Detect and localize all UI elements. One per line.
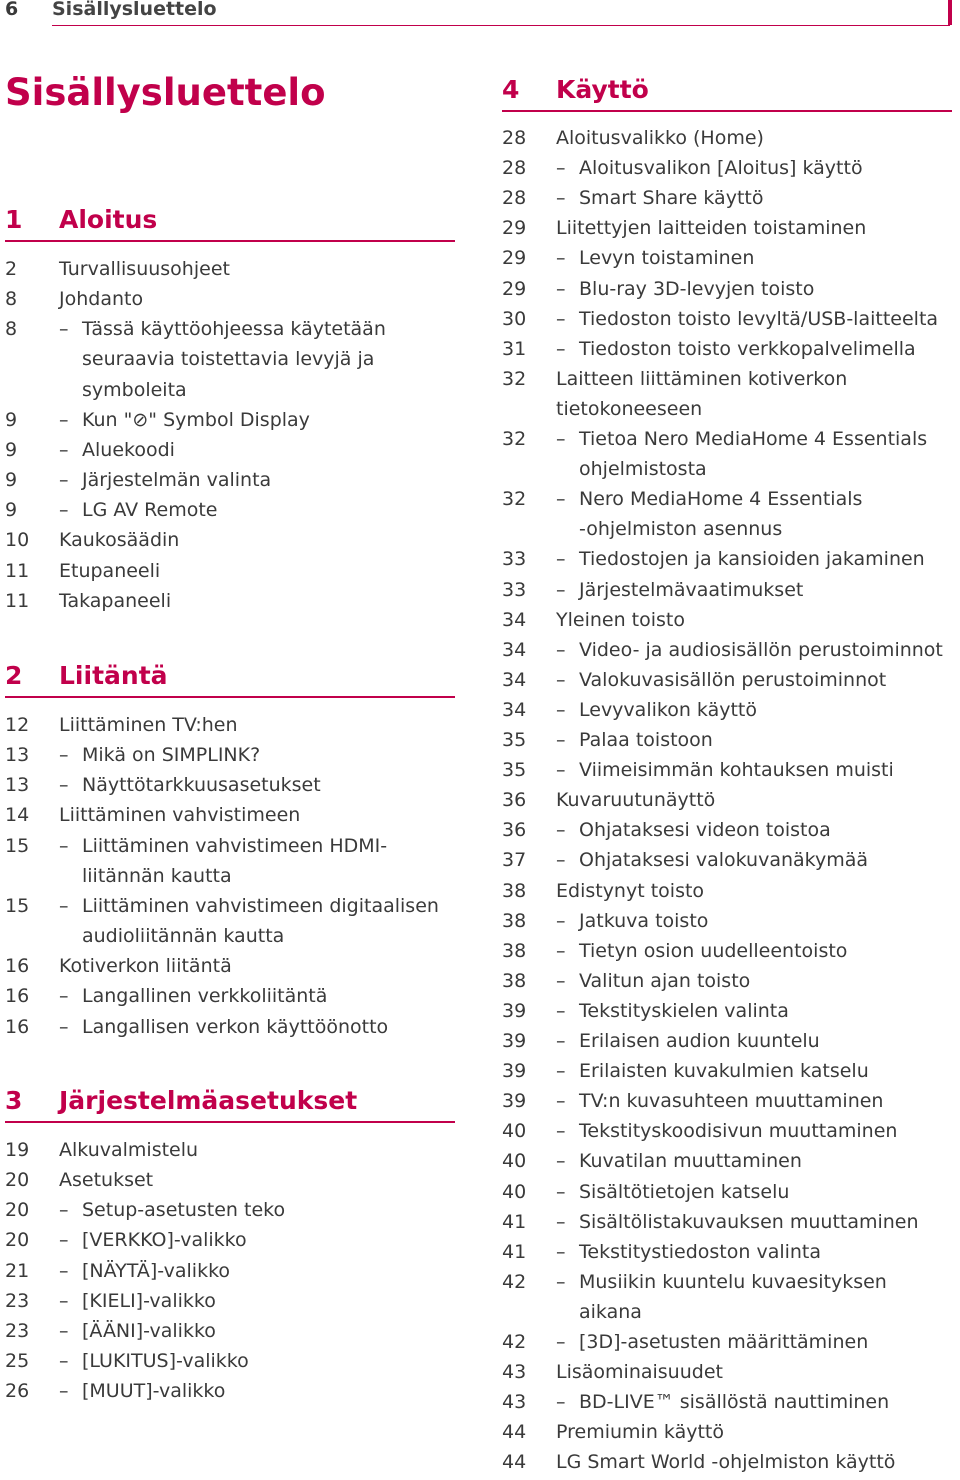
toc-entry	[502, 1177, 952, 1207]
toc-dash: –	[556, 1240, 566, 1263]
toc-page-number: 42	[502, 1270, 527, 1293]
toc-page-number: 29	[502, 247, 527, 270]
toc-entry-continuation	[5, 921, 455, 951]
toc-entry-text: Kun "⊘" Symbol Display	[82, 408, 310, 431]
header-page-number: 6	[5, 0, 19, 20]
toc-entry	[5, 740, 455, 770]
toc-page-number: 31	[502, 337, 527, 360]
toc-page-number: 13	[5, 774, 30, 797]
toc-entry-text: Tekstityskoodisivun muuttaminen	[579, 1120, 898, 1143]
toc-page-number: 36	[502, 789, 527, 812]
toc-dash: –	[59, 469, 69, 492]
toc-entry-text: seuraavia toistettavia levyjä ja	[82, 348, 375, 371]
toc-entry-text: Sisältötietojen katselu	[579, 1180, 790, 1203]
toc-entry	[502, 845, 952, 875]
toc-page-number: 20	[5, 1169, 30, 1192]
toc-page-number: 16	[5, 985, 30, 1008]
toc-page-number: 26	[5, 1380, 30, 1403]
toc-entry	[502, 213, 952, 243]
section-number: 2	[5, 661, 23, 690]
toc-left-column	[5, 0, 455, 1480]
toc-entry-continuation	[5, 344, 455, 374]
toc-entry-text: Turvallisuusohjeet	[59, 258, 230, 280]
toc-entry-text: Alkuvalmistelu	[59, 1139, 199, 1161]
toc-page-number: 34	[502, 638, 527, 661]
toc-entry-text: Asetukset	[59, 1169, 154, 1192]
toc-entry-text: LG AV Remote	[82, 499, 218, 522]
toc-entry-continuation	[502, 514, 952, 544]
toc-entry	[502, 274, 952, 304]
toc-entry-text: Palaa toistoon	[579, 729, 713, 751]
toc-entry-text: TV:n kuvasuhteen muuttaminen	[579, 1090, 884, 1113]
toc-entry	[502, 304, 952, 334]
toc-dash: –	[59, 744, 69, 767]
toc-page-number: 2	[5, 258, 18, 280]
toc-page-number: 21	[5, 1259, 30, 1282]
toc-entry	[5, 525, 455, 555]
toc-dash: –	[556, 1270, 566, 1293]
page-title: Sisällysluettelo	[5, 71, 326, 114]
toc-page-number: 34	[502, 668, 527, 691]
toc-entry-text: Lisäominaisuudet	[556, 1361, 723, 1384]
toc-entry-text: Musiikin kuuntelu kuvaesityksen	[579, 1270, 887, 1293]
toc-dash: –	[556, 638, 566, 661]
toc-entry-text: [LUKITUS]-valikko	[82, 1350, 249, 1373]
toc-entry	[502, 605, 952, 635]
toc-entry	[502, 1447, 952, 1477]
toc-page-number: 32	[502, 488, 527, 511]
toc-page-number: 16	[5, 1015, 30, 1038]
section-number: 1	[5, 205, 23, 234]
toc-entry	[5, 1165, 455, 1195]
toc-entry-text: Sisältölistakuvauksen muuttaminen	[579, 1210, 919, 1233]
toc-dash: –	[556, 488, 566, 511]
toc-page-number: 42	[502, 1331, 527, 1353]
toc-dash: –	[59, 1380, 69, 1403]
toc-entry	[5, 1316, 455, 1346]
toc-page-number: 9	[5, 469, 18, 492]
toc-entry-text: Tietoa Nero MediaHome 4 Essentials	[579, 428, 928, 450]
toc-entry-text: Aloitusvalikon [Aloitus] käyttö	[579, 157, 863, 180]
toc-page-number: 8	[5, 288, 18, 311]
toc-dash: –	[59, 1015, 69, 1038]
toc-entry	[5, 405, 455, 435]
toc-dash: –	[556, 849, 566, 872]
toc-dash: –	[556, 909, 566, 932]
toc-entry	[502, 1207, 952, 1237]
toc-dash: –	[556, 187, 566, 210]
toc-page-number: 34	[502, 698, 527, 721]
toc-page-number: 32	[502, 367, 527, 390]
toc-entry	[5, 1195, 455, 1225]
toc-page-number: 11	[5, 589, 30, 612]
toc-entry	[502, 1387, 952, 1417]
section-title: Käyttö	[556, 75, 649, 104]
toc-entry-text: audioliitännän kautta	[82, 925, 285, 948]
toc-dash: –	[556, 1150, 566, 1173]
toc-entry-text: Edistynyt toisto	[556, 879, 705, 902]
toc-entry-text: BD-LIVE™ sisällöstä nauttiminen	[579, 1391, 890, 1414]
toc-dash: –	[556, 759, 566, 782]
toc-entry	[502, 815, 952, 845]
toc-entry-text: Ohjataksesi valokuvanäkymää	[579, 849, 869, 872]
toc-entry	[5, 1286, 455, 1316]
toc-dash: –	[556, 157, 566, 180]
toc-entry-text: Valokuvasisällön perustoiminnot	[579, 668, 887, 691]
toc-dash: –	[59, 408, 69, 431]
toc-page-number: 40	[502, 1180, 527, 1203]
toc-entry	[502, 1056, 952, 1086]
toc-entry	[502, 695, 952, 725]
header-title: Sisällysluettelo	[52, 0, 217, 20]
toc-dash: –	[556, 578, 566, 601]
toc-entry-text: Yleinen toisto	[556, 608, 685, 631]
toc-page-number: 44	[502, 1421, 527, 1444]
toc-entry	[5, 1346, 455, 1376]
toc-entry-text: symboleita	[82, 378, 187, 401]
toc-entry-text: Tiedostojen ja kansioiden jakaminen	[579, 548, 925, 571]
toc-entry	[502, 1237, 952, 1267]
toc-page-number: 34	[502, 608, 527, 631]
toc-entry-text: Laitteen liittäminen kotiverkon	[556, 367, 848, 390]
toc-entry	[502, 785, 952, 815]
toc-dash: –	[556, 819, 566, 842]
toc-page-number: 10	[5, 529, 30, 552]
toc-dash: –	[556, 969, 566, 992]
toc-page-number: 16	[5, 955, 30, 978]
toc-dash: –	[556, 939, 566, 962]
toc-page-number: 37	[502, 849, 527, 872]
toc-dash: –	[59, 1289, 69, 1312]
toc-entry	[502, 334, 952, 364]
toc-entry-text: liitännän kautta	[82, 864, 232, 887]
toc-dash: –	[556, 548, 566, 571]
toc-entry-continuation	[502, 394, 952, 424]
toc-entry-text: Levyn toistaminen	[579, 247, 755, 270]
toc-entry-text: Jatkuva toisto	[579, 909, 709, 932]
toc-dash: –	[59, 1259, 69, 1282]
toc-page-number: 12	[5, 714, 30, 736]
toc-page-number: 39	[502, 1090, 527, 1113]
toc-entry	[502, 243, 952, 273]
toc-entry	[5, 891, 455, 921]
toc-right-column	[502, 0, 952, 1480]
toc-page-number: 15	[5, 894, 30, 917]
toc-page-number: 40	[502, 1120, 527, 1143]
toc-page-number: 30	[502, 307, 527, 330]
toc-entry-text: Kotiverkon liitäntä	[59, 955, 232, 978]
toc-entry-continuation	[502, 454, 952, 484]
toc-entry-text: Blu-ray 3D-levyjen toisto	[579, 277, 815, 300]
toc-entry	[5, 1256, 455, 1286]
toc-dash: –	[556, 428, 566, 450]
toc-entry-text: [NÄYTÄ]-valikko	[82, 1259, 231, 1282]
toc-dash: –	[556, 668, 566, 691]
toc-page-number: 32	[502, 428, 527, 450]
toc-entry	[5, 981, 455, 1011]
toc-entry-continuation	[5, 375, 455, 405]
toc-dash: –	[59, 499, 69, 522]
toc-entry-text: Setup-asetusten teko	[82, 1199, 286, 1222]
toc-entry	[5, 1135, 455, 1165]
toc-entry-text: Video- ja audiosisällön perustoiminnot	[579, 638, 943, 661]
toc-entry	[5, 314, 455, 344]
toc-dash: –	[59, 1319, 69, 1342]
toc-page-number: 41	[502, 1240, 527, 1263]
toc-entry	[5, 951, 455, 981]
toc-entry-text: [KIELI]-valikko	[82, 1289, 216, 1312]
toc-page-number: 38	[502, 939, 527, 962]
toc-entry-text: Valitun ajan toisto	[579, 969, 751, 992]
section-heading	[5, 200, 455, 242]
toc-entry-text: Järjestelmävaatimukset	[579, 578, 804, 601]
toc-page-number: 9	[5, 438, 18, 461]
toc-page-number: 28	[502, 187, 527, 210]
toc-entry-text: Aluekoodi	[82, 438, 175, 461]
toc-entry	[502, 1357, 952, 1387]
toc-entry-text: Langallinen verkkoliitäntä	[82, 985, 328, 1008]
toc-page-number: 43	[502, 1361, 527, 1384]
toc-entry-text: Näyttötarkkuusasetukset	[82, 774, 321, 797]
toc-entry-text: Liitettyjen laitteiden toistaminen	[556, 217, 867, 240]
toc-entry-text: Liittäminen vahvistimeen digitaalisen	[82, 894, 439, 917]
toc-entry	[502, 1267, 952, 1297]
toc-page-number: 29	[502, 217, 527, 240]
toc-entry	[502, 1116, 952, 1146]
toc-dash: –	[556, 277, 566, 300]
toc-page-number: 15	[5, 834, 30, 857]
toc-page-number: 29	[502, 277, 527, 300]
toc-page-number: 13	[5, 744, 30, 767]
toc-entry	[5, 495, 455, 525]
toc-page-number: 25	[5, 1350, 30, 1373]
toc-entry	[502, 364, 952, 394]
toc-entry	[5, 254, 455, 284]
toc-dash: –	[556, 729, 566, 751]
toc-entry	[5, 1376, 455, 1406]
toc-entry	[5, 586, 455, 616]
toc-entry-text: Mikä on SIMPLINK?	[82, 744, 261, 767]
toc-entry-text: Etupaneeli	[59, 559, 161, 582]
toc-page-number: 41	[502, 1210, 527, 1233]
toc-page-number: 38	[502, 969, 527, 992]
toc-dash: –	[556, 1030, 566, 1052]
toc-entry-text: Nero MediaHome 4 Essentials	[579, 488, 863, 511]
toc-entry	[502, 725, 952, 755]
toc-page-number: 20	[5, 1199, 30, 1222]
toc-entry-text: Viimeisimmän kohtauksen muisti	[579, 759, 894, 782]
toc-dash: –	[59, 438, 69, 461]
section-title: Liitäntä	[59, 661, 168, 690]
toc-entry	[502, 484, 952, 514]
toc-entry-text: Järjestelmän valinta	[82, 469, 272, 492]
toc-entry	[502, 755, 952, 785]
toc-dash: –	[556, 1331, 566, 1353]
toc-entry	[502, 575, 952, 605]
toc-entry-text: Takapaneeli	[59, 589, 172, 612]
toc-entry-text: Erilaisten kuvakulmien katselu	[579, 1060, 869, 1083]
toc-entry	[502, 996, 952, 1026]
section-number: 3	[5, 1086, 23, 1115]
toc-dash: –	[556, 1120, 566, 1143]
toc-entry-text: Erilaisen audion kuuntelu	[579, 1030, 820, 1052]
toc-entry-text: Liittäminen TV:hen	[59, 714, 238, 736]
toc-page-number: 35	[502, 759, 527, 782]
toc-dash: –	[556, 698, 566, 721]
section-title: Järjestelmäasetukset	[59, 1086, 358, 1115]
toc-entry	[502, 906, 952, 936]
toc-entry	[502, 183, 952, 213]
toc-entry	[502, 876, 952, 906]
toc-entry	[5, 770, 455, 800]
toc-dash: –	[556, 307, 566, 330]
toc-entry-text: [VERKKO]-valikko	[82, 1229, 247, 1252]
toc-dash: –	[556, 1210, 566, 1233]
toc-page-number: 9	[5, 408, 18, 431]
toc-entry-text: -ohjelmiston asennus	[579, 518, 783, 541]
section-heading	[5, 656, 455, 698]
toc-page-number: 11	[5, 559, 30, 582]
toc-page-number: 19	[5, 1139, 30, 1161]
toc-page-number: 23	[5, 1289, 30, 1312]
toc-entry-text: tietokoneeseen	[556, 397, 703, 420]
toc-dash: –	[59, 1350, 69, 1373]
toc-entry	[502, 1417, 952, 1447]
section-title: Aloitus	[59, 205, 158, 234]
toc-dash: –	[556, 337, 566, 360]
toc-page-number: 20	[5, 1229, 30, 1252]
toc-entry-text: Tekstityskielen valinta	[579, 999, 789, 1022]
toc-entry-text: Tekstitystiedoston valinta	[579, 1240, 822, 1263]
section-number: 4	[502, 75, 520, 104]
toc-page-number: 40	[502, 1150, 527, 1173]
toc-entry	[502, 1086, 952, 1116]
toc-entry	[502, 966, 952, 996]
toc-dash: –	[556, 247, 566, 270]
toc-entry	[502, 424, 952, 454]
toc-entry-text: Tiedoston toisto verkkopalvelimella	[579, 337, 916, 360]
toc-page-number: 28	[502, 157, 527, 180]
toc-entry-text: Smart Share käyttö	[579, 187, 764, 210]
toc-page-number: 28	[502, 127, 527, 149]
toc-entry	[502, 544, 952, 574]
section-heading	[5, 1081, 455, 1123]
toc-page-number: 35	[502, 729, 527, 751]
toc-entry-text: Kaukosäädin	[59, 529, 180, 552]
toc-entry-text: Aloitusvalikko (Home)	[556, 127, 764, 149]
toc-entry	[5, 284, 455, 314]
toc-entry-continuation	[5, 861, 455, 891]
toc-entry-text: Kuvaruutunäyttö	[556, 789, 716, 812]
toc-page-number: 33	[502, 578, 527, 601]
toc-page-number: 9	[5, 499, 18, 522]
toc-entry-text: [MUUT]-valikko	[82, 1380, 226, 1403]
toc-page-number: 43	[502, 1391, 527, 1414]
toc-page-number: 44	[502, 1451, 527, 1474]
toc-entry	[5, 831, 455, 861]
toc-entry	[502, 1146, 952, 1176]
toc-entry-text: Levyvalikon käyttö	[579, 698, 757, 721]
toc-entry-text: Ohjataksesi videon toistoa	[579, 819, 831, 842]
toc-entry	[5, 556, 455, 586]
toc-entry	[5, 710, 455, 740]
toc-dash: –	[556, 1180, 566, 1203]
toc-entry	[5, 800, 455, 830]
toc-page-number: 39	[502, 1030, 527, 1052]
toc-entry-text: Tiedoston toisto levyltä/USB-laitteelta	[579, 307, 939, 330]
toc-page-number: 39	[502, 1060, 527, 1083]
toc-entry	[502, 123, 952, 153]
toc-page-number: 14	[5, 804, 30, 827]
toc-entry-text: [3D]-asetusten määrittäminen	[579, 1331, 869, 1353]
toc-dash: –	[59, 318, 69, 341]
toc-entry	[502, 153, 952, 183]
toc-dash: –	[59, 1229, 69, 1252]
toc-page-number: 38	[502, 879, 527, 902]
toc-entry	[502, 635, 952, 665]
toc-page-number: 8	[5, 318, 18, 341]
toc-dash: –	[59, 894, 69, 917]
toc-page-number: 33	[502, 548, 527, 571]
toc-entry	[502, 1026, 952, 1056]
toc-dash: –	[59, 1199, 69, 1222]
toc-entry	[502, 1327, 952, 1357]
toc-entry	[502, 936, 952, 966]
toc-entry	[5, 465, 455, 495]
toc-dash: –	[556, 999, 566, 1022]
toc-entry-continuation	[502, 1297, 952, 1327]
toc-entry-text: aikana	[579, 1300, 642, 1323]
toc-entry-text: Tässä käyttöohjeessa käytetään	[82, 318, 386, 341]
toc-entry-text: [ÄÄNI]-valikko	[82, 1319, 216, 1342]
toc-entry	[5, 1012, 455, 1042]
toc-dash: –	[556, 1060, 566, 1083]
toc-entry	[502, 665, 952, 695]
toc-entry-text: Liittäminen vahvistimeen	[59, 804, 301, 827]
toc-page-number: 38	[502, 909, 527, 932]
toc-dash: –	[556, 1391, 566, 1414]
section-heading	[502, 70, 952, 112]
toc-dash: –	[59, 834, 69, 857]
toc-entry-text: Johdanto	[59, 288, 144, 311]
toc-entry	[5, 1225, 455, 1255]
toc-page-number: 23	[5, 1319, 30, 1342]
toc-dash: –	[59, 774, 69, 797]
toc-entry-text: LG Smart World -ohjelmiston käyttö	[556, 1451, 896, 1474]
toc-dash: –	[59, 985, 69, 1008]
toc-entry-text: Liittäminen vahvistimeen HDMI-	[82, 834, 388, 857]
toc-entry	[5, 435, 455, 465]
toc-entry-text: Tietyn osion uudelleentoisto	[579, 939, 848, 962]
toc-dash: –	[556, 1090, 566, 1113]
toc-entry-text: Premiumin käyttö	[556, 1421, 724, 1444]
toc-page-number: 36	[502, 819, 527, 842]
toc-entry-text: ohjelmistosta	[579, 458, 707, 481]
toc-page-number: 39	[502, 999, 527, 1022]
toc-entry-text: Langallisen verkon käyttöönotto	[82, 1015, 389, 1038]
toc-entry-text: Kuvatilan muuttaminen	[579, 1150, 802, 1173]
